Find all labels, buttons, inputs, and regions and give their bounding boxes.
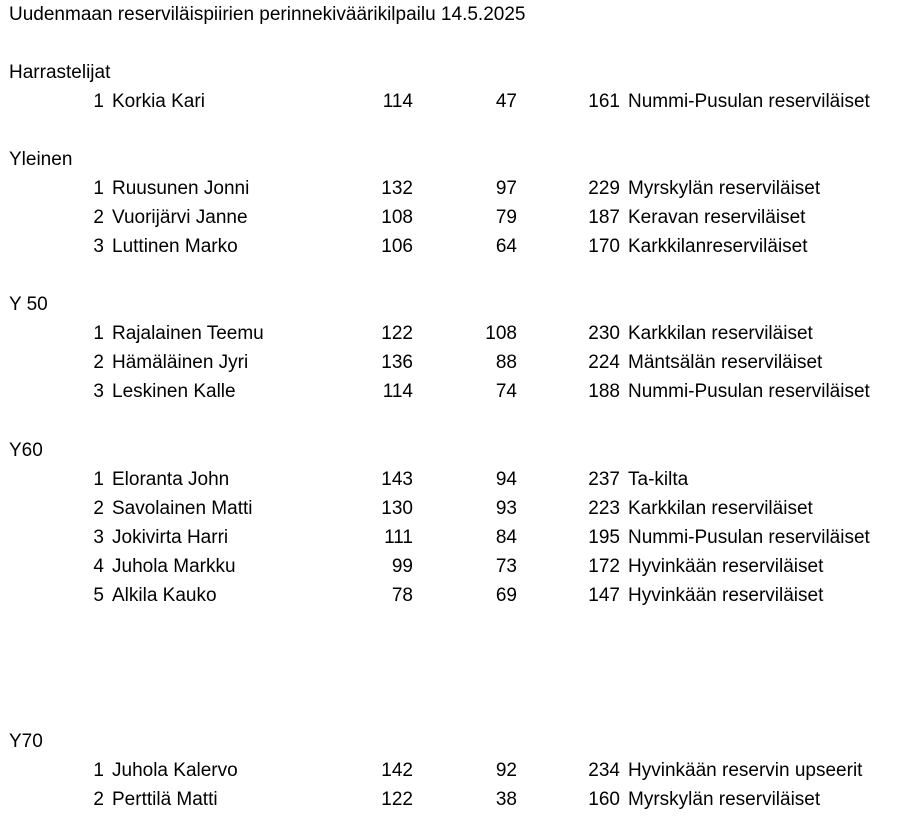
total-score: 234 (588, 760, 620, 781)
total-score: 170 (588, 236, 620, 257)
result-row (0, 207, 907, 235)
result-row (0, 585, 907, 613)
competitor-name: Leskinen Kalle (112, 381, 236, 402)
result-row (0, 91, 907, 119)
score-2: 97 (495, 178, 517, 199)
rank: 3 (93, 236, 104, 257)
total-score: 237 (588, 469, 620, 490)
rank: 1 (93, 91, 104, 112)
score-2: 79 (495, 207, 517, 228)
result-row (0, 323, 907, 351)
result-row (0, 760, 907, 788)
result-row (0, 527, 907, 555)
club-name: Nummi-Pusulan reserviläiset (628, 91, 870, 112)
club-name: Myrskylän reserviläiset (628, 789, 821, 810)
total-score: 161 (588, 91, 620, 112)
category-heading-yleinen: Yleinen (9, 149, 73, 170)
competitor-name: Perttilä Matti (112, 789, 218, 810)
competitor-name: Ruusunen Jonni (112, 178, 250, 199)
club-name: Hyvinkään reserviläiset (628, 585, 824, 606)
score-2: 38 (495, 789, 517, 810)
competitor-name: Luttinen Marko (112, 236, 238, 257)
rank: 3 (93, 381, 104, 402)
score-2: 74 (495, 381, 517, 402)
total-score: 172 (588, 556, 620, 577)
total-score: 195 (588, 527, 620, 548)
score-2: 94 (495, 469, 517, 490)
score-1: 130 (381, 498, 413, 519)
competitor-name: Rajalainen Teemu (112, 323, 264, 344)
rank: 2 (93, 498, 104, 519)
score-2: 108 (485, 323, 517, 344)
rank: 2 (93, 207, 104, 228)
result-row (0, 498, 907, 526)
result-row (0, 789, 907, 817)
rank: 1 (93, 760, 104, 781)
score-1: 132 (381, 178, 413, 199)
result-row (0, 556, 907, 584)
rank: 4 (93, 556, 104, 577)
score-1: 111 (384, 527, 413, 548)
club-name: Karkkilan reserviläiset (628, 323, 813, 344)
total-score: 147 (588, 585, 620, 606)
category-heading-y50: Y 50 (9, 294, 48, 315)
rank: 1 (93, 323, 104, 344)
score-1: 78 (391, 585, 413, 606)
competitor-name: Vuorijärvi Janne (112, 207, 248, 228)
club-name: Nummi-Pusulan reserviläiset (628, 381, 870, 402)
score-2: 73 (495, 556, 517, 577)
total-score: 187 (588, 207, 620, 228)
competitor-name: Eloranta John (112, 469, 230, 490)
category-heading-y70: Y70 (9, 731, 43, 752)
score-1: 122 (381, 323, 413, 344)
result-row (0, 381, 907, 409)
result-row (0, 469, 907, 497)
club-name: Mäntsälän reserviläiset (628, 352, 823, 373)
total-score: 224 (588, 352, 620, 373)
total-score: 223 (588, 498, 620, 519)
club-name: Karkkilanreserviläiset (628, 236, 808, 257)
score-1: 142 (381, 760, 413, 781)
score-2: 93 (495, 498, 517, 519)
club-name: Ta-kilta (628, 469, 689, 490)
rank: 1 (93, 469, 104, 490)
score-1: 99 (391, 556, 413, 577)
result-row (0, 236, 907, 264)
total-score: 230 (588, 323, 620, 344)
competitor-name: Korkia Kari (112, 91, 205, 112)
score-1: 122 (381, 789, 413, 810)
club-name: Keravan reserviläiset (628, 207, 806, 228)
score-1: 108 (381, 207, 413, 228)
score-1: 143 (381, 469, 413, 490)
rank: 5 (93, 585, 104, 606)
score-2: 64 (495, 236, 517, 257)
rank: 1 (93, 178, 104, 199)
club-name: Karkkilan reserviläiset (628, 498, 813, 519)
total-score: 160 (588, 789, 620, 810)
result-row (0, 352, 907, 380)
competitor-name: Juhola Kalervo (112, 760, 238, 781)
score-1: 114 (382, 381, 413, 402)
rank: 2 (93, 789, 104, 810)
category-heading-harrastelijat: Harrastelijat (9, 62, 111, 83)
page-title: Uudenmaan reserviläispiirien perinnekiväärikilpailu 14.5.2025 (9, 4, 526, 25)
score-2: 47 (495, 91, 517, 112)
competitor-name: Alkila Kauko (112, 585, 217, 606)
total-score: 229 (588, 178, 620, 199)
score-1: 106 (381, 236, 413, 257)
rank: 3 (93, 527, 104, 548)
score-2: 69 (495, 585, 517, 606)
score-1: 114 (382, 91, 413, 112)
score-2: 84 (495, 527, 517, 548)
competitor-name: Jokivirta Harri (112, 527, 229, 548)
club-name: Hyvinkään reservin upseerit (628, 760, 863, 781)
competitor-name: Savolainen Matti (112, 498, 253, 519)
rank: 2 (93, 352, 104, 373)
score-1: 136 (381, 352, 413, 373)
club-name: Hyvinkään reserviläiset (628, 556, 824, 577)
score-2: 88 (495, 352, 517, 373)
club-name: Nummi-Pusulan reserviläiset (628, 527, 870, 548)
score-2: 92 (495, 760, 517, 781)
club-name: Myrskylän reserviläiset (628, 178, 821, 199)
category-heading-y60: Y60 (9, 440, 43, 461)
competitor-name: Juhola Markku (112, 556, 236, 577)
total-score: 188 (588, 381, 620, 402)
result-row (0, 178, 907, 206)
competitor-name: Hämäläinen Jyri (112, 352, 249, 373)
